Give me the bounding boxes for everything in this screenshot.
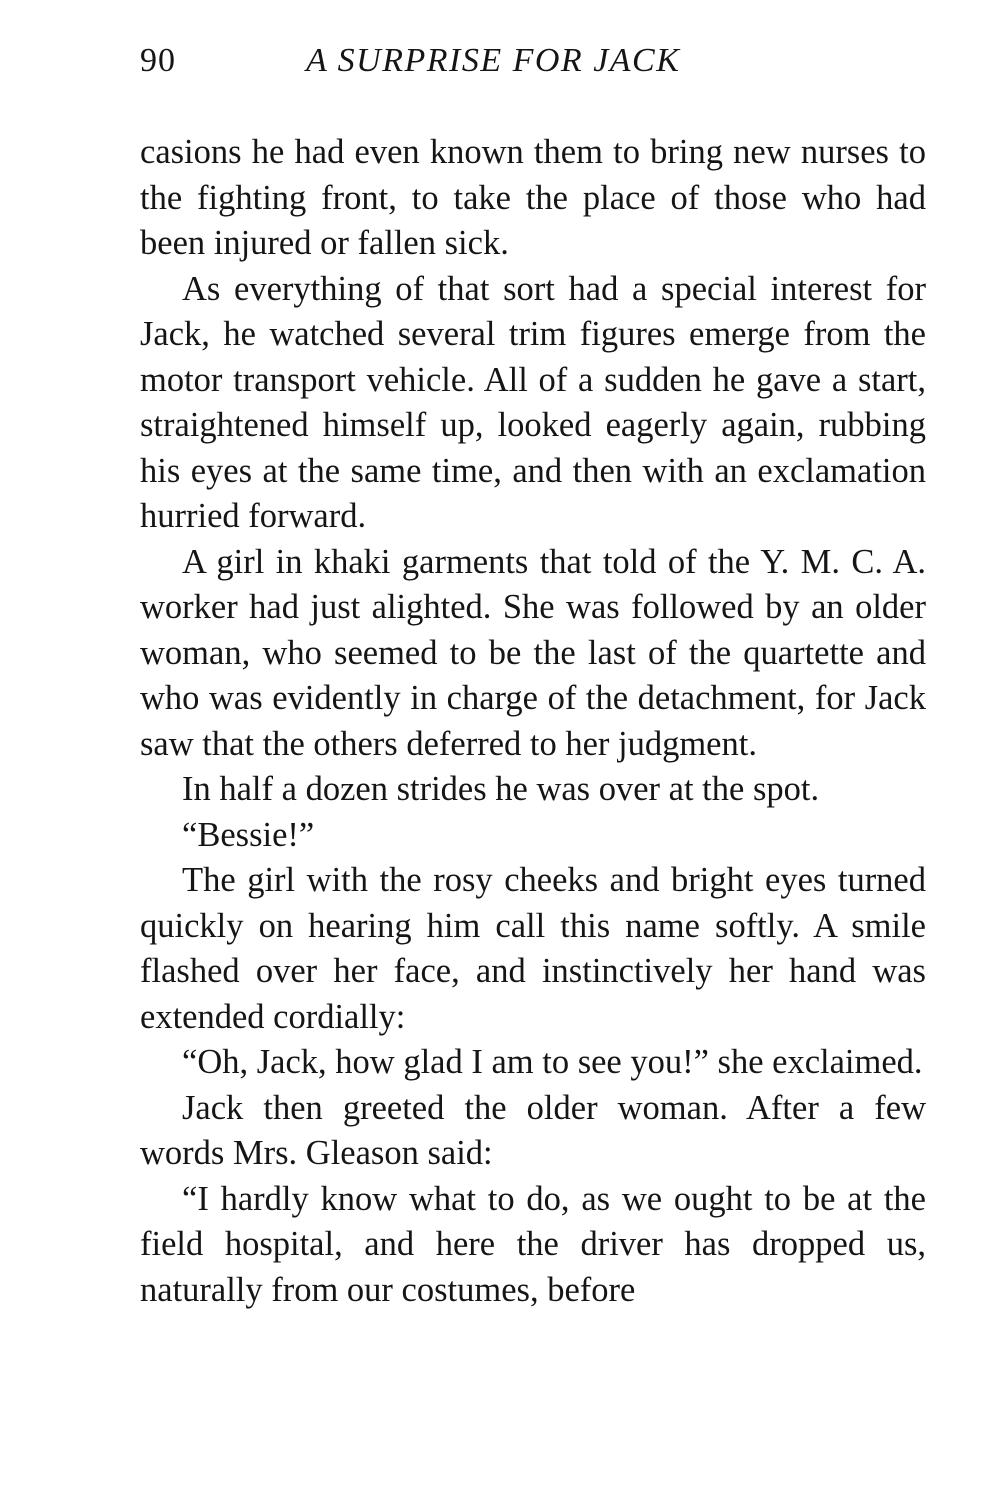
paragraph: In half a dozen strides he was over at the spot. xyxy=(182,770,820,808)
paragraph: Jack then greeted the older woman. After a few words Mrs. Gleason said: xyxy=(140,1088,926,1172)
paragraph: A girl in khaki garments that told of the Y. M. C. A. worker had just alighted. She was followed by an older woman, who seemed to be the last of the quartette and who was evidently in charge of the detachment, for Jack saw that the others deferred to her judgment. xyxy=(140,542,926,763)
paragraph-dialogue: “I hardly know what to do, as we ought to be at the field hospital, and here the driver has dropped us, naturally from our costumes, before xyxy=(140,1179,926,1309)
paragraph-continued: casions he had even known them to bring new nurses to the fighting front, to take the place of those who had been injured or fallen sick. xyxy=(140,133,926,262)
body-text xyxy=(140,130,926,1313)
paragraph-dialogue: “Bessie!” xyxy=(182,815,315,854)
paragraph-dialogue: “Oh, Jack, how glad I am to see you!” she exclaimed. xyxy=(182,1043,923,1081)
paragraph: The girl with the rosy cheeks and bright eyes turned quickly on hearing him call this name softly. A smile flashed over her face, and instinctively her hand was extended cordially: xyxy=(140,861,926,1036)
paragraph: As everything of that sort had a special interest for Jack, he watched several trim figures emerge from the motor transport vehicle. All of a sudden he gave a start, straightened himself up, looked eagerly again, rubbing his eyes at the same time, and then with an exclamation hurried forward. xyxy=(140,269,926,535)
running-title: A SURPRISE FOR JACK xyxy=(306,42,681,79)
page-number: 90 xyxy=(140,42,176,79)
running-head xyxy=(140,36,930,86)
